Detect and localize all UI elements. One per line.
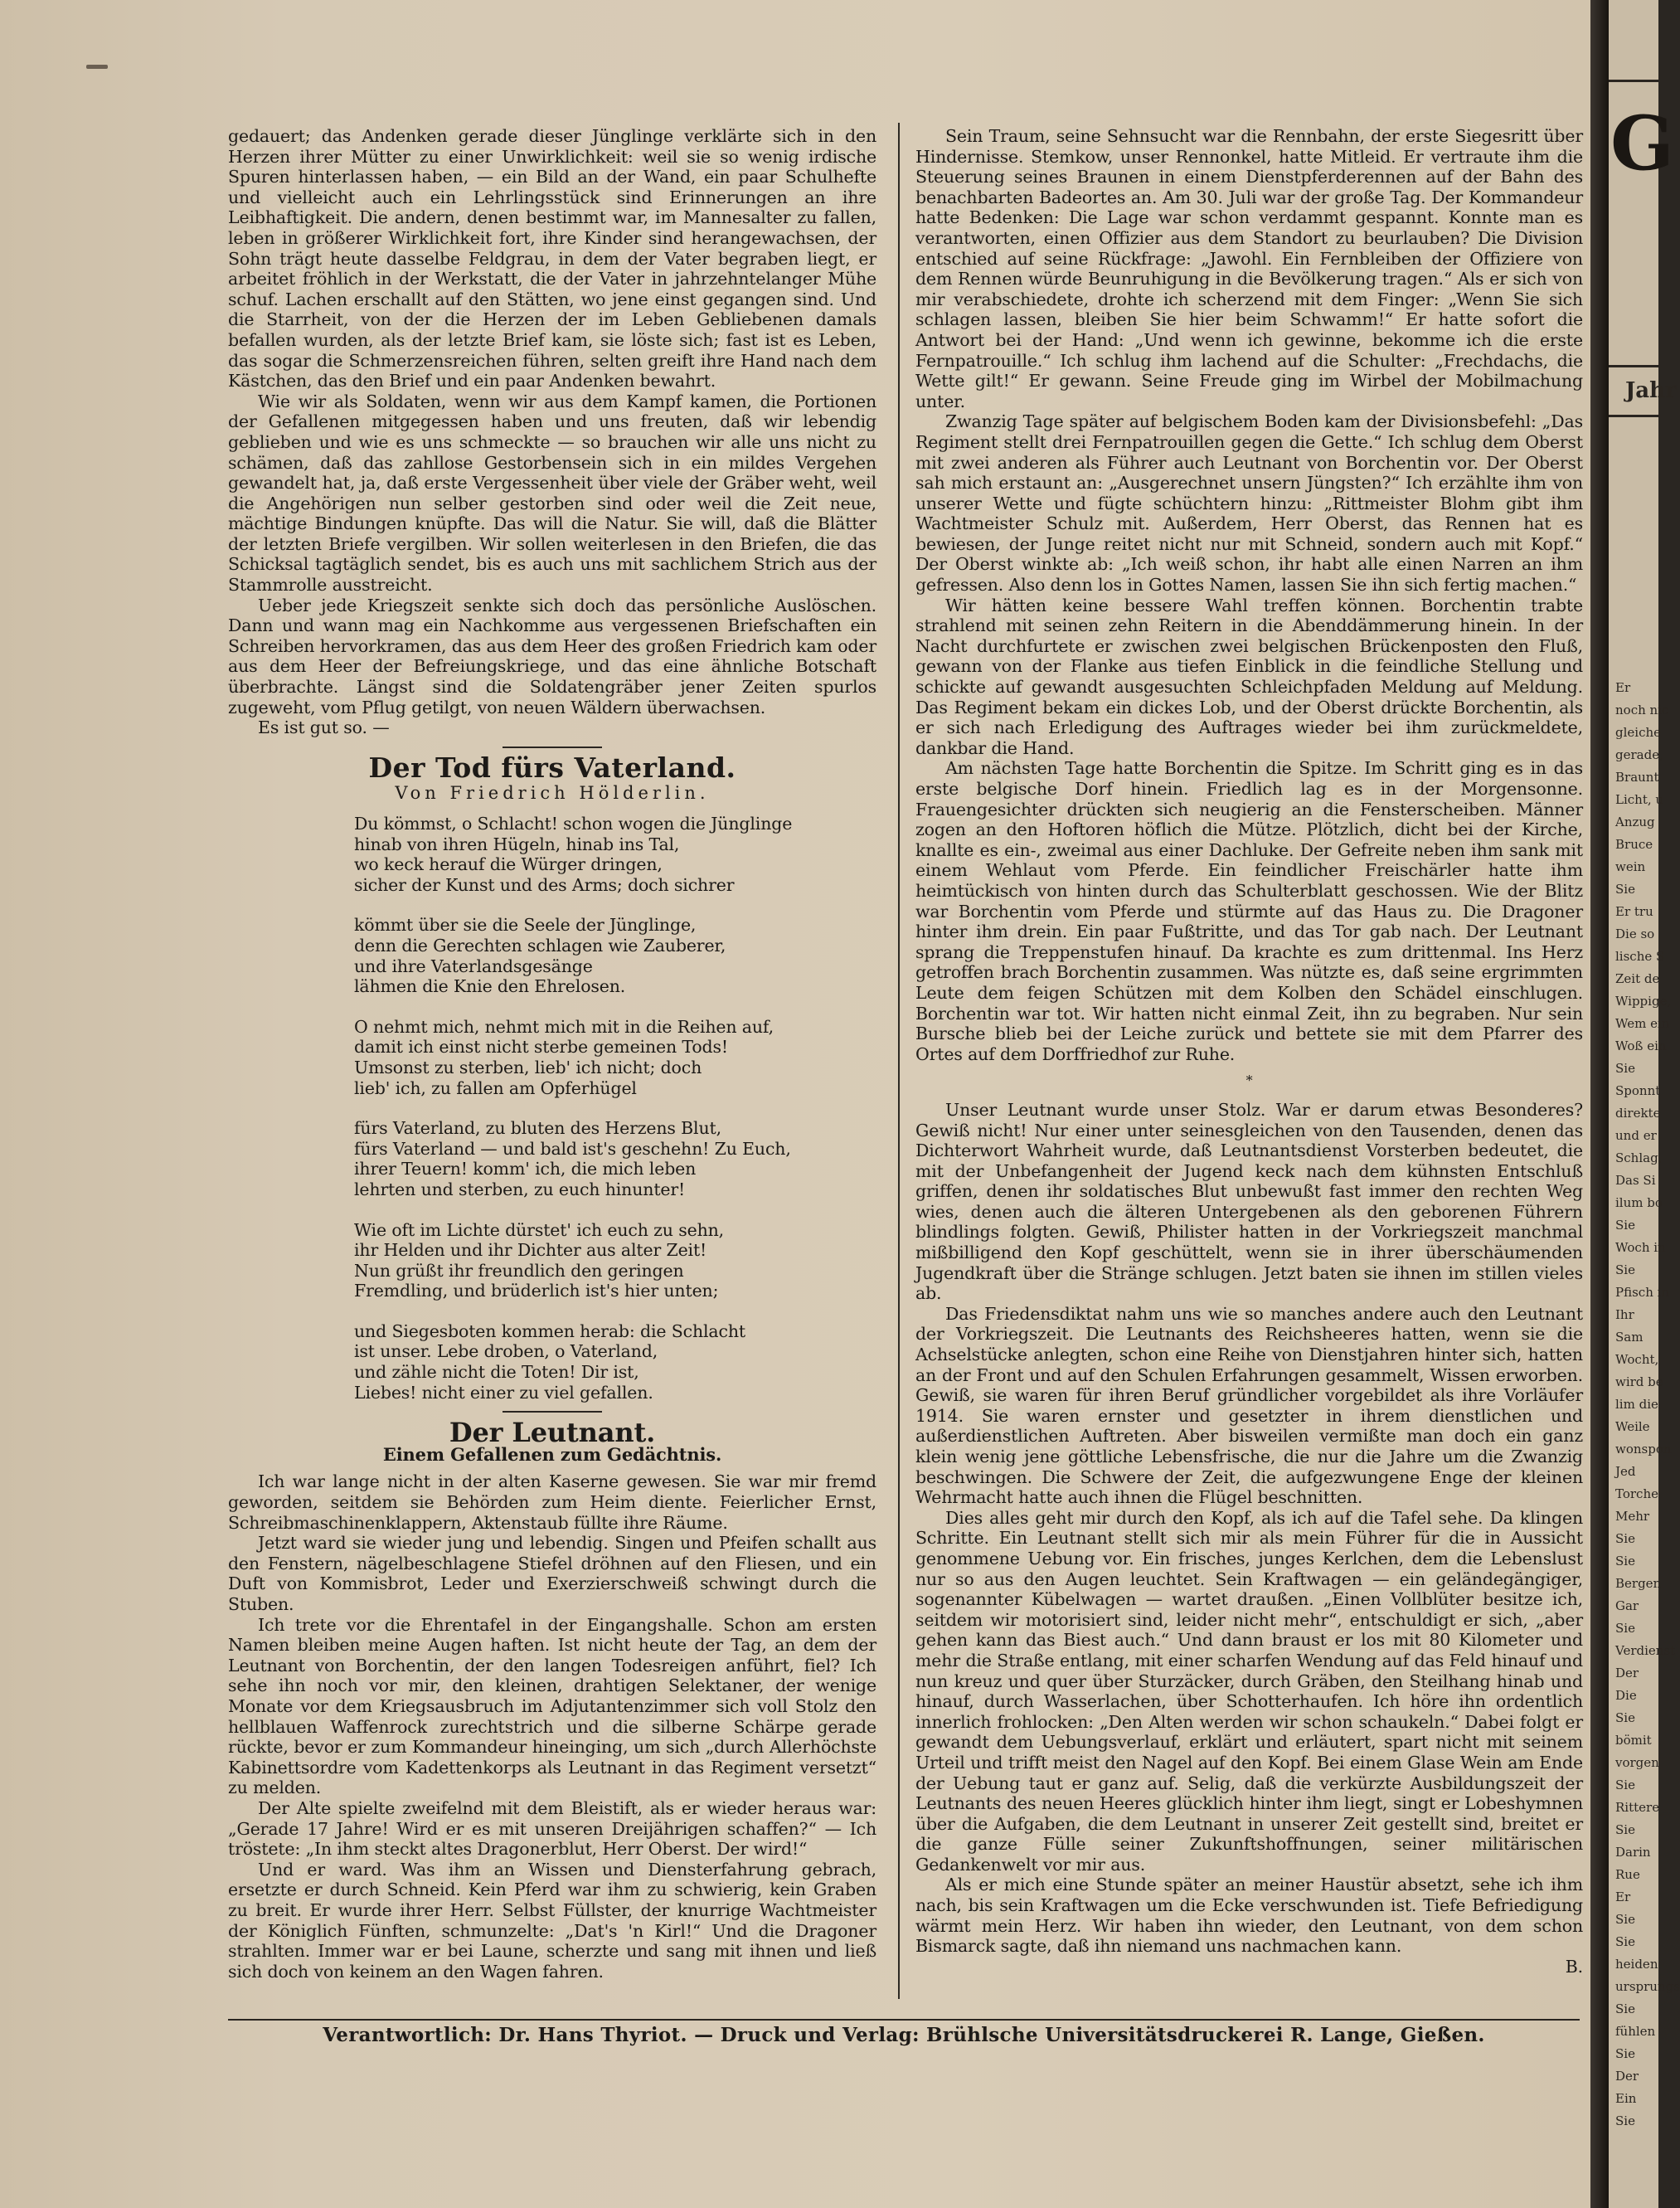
poem-line: sicher der Kunst und des Arms; doch sichrer — [354, 874, 735, 895]
article-continued-paragraph-7: Dies alles geht mir durch den Kopf, als ich auf die Tafel sehe. Da klingen Schritte. Ein Leutnant stellt sich mir als mein Führer für die in Aussicht genommene Uebung vor. Ein frisches, junges Kerlchen, dem die Lebenslust nur so aus den Augen leuchtet. Sein Kraftwagen — ein geländegängiger, sogenannter Kübelwagen — wartet draußen. „Einen Vollblüter besitze ich, seitdem wir motorisiert sind, leider nicht mehr“, entschuldigt er sich, „aber gehen kann das Biest auch.“ Und dann braust er los mit 80 Kilometer und mehr die Straße entlang, mit einer scharfen Wendung auf das Feld hinauf und nun kreuz und quer über Sturzäcker, durch Gräben, den Steilhang hinab und hinauf, durch Wasserlachen, über Schotterhaufen. Ich höre ihn ordentlich innerlich frohlocken: „Den Alten werden wir schon schaukeln.“ Dabei folgt er gewandt dem Uebungsverlauf, erklärt und erläutert, spart nicht mit seinem Urteil und trifft meist den Nagel auf den Kopf. Bei einem Glase Wein am Ende der Uebung taut er ganz auf. Selig, daß die verkürzte Ausbildungszeit der Leutnants des neuen Heeres glücklich hinter ihm liegt, singt er Lobeshymnen über die Aufgaben, die dem Leutnant in unserer Zeit gestellt sind, breitet er die ganze Fülle seiner Zukunftshoffnungen, seiner militärischen Gedankenwelt vor mir aus. — [915, 1507, 1583, 1875]
adjacent-text-fragment: Woß ein — [1615, 1038, 1667, 1053]
adjacent-text-fragment: gleiche — [1615, 725, 1662, 740]
masthead-letter: G — [1610, 100, 1674, 187]
adjacent-text-fragment: Wem ein — [1615, 1016, 1670, 1031]
poem-line: Wie oft im Lichte dürstet' ich euch zu sehn, — [354, 1219, 725, 1240]
intro-paragraph-4: Es ist gut so. — — [258, 717, 390, 738]
column-rule — [898, 123, 900, 1999]
heading-fragment: Jahr — [1625, 378, 1677, 403]
adjacent-text-fragment: Die so — [1615, 926, 1655, 941]
poem-line: hinab von ihren Hügeln, hinab ins Tal, — [354, 834, 680, 854]
adjacent-text-fragment: Torche — [1615, 1486, 1658, 1501]
adjacent-text-fragment: Sie — [1615, 1710, 1635, 1725]
adjacent-text-fragment: Ihr — [1615, 1307, 1634, 1322]
article-continued-paragraph-6: Das Friedensdiktat nahm uns wie so manches andere auch den Leutnant der Vorkriegszeit. Die Leutnants des Reichsheeres hatten, wenn sie die Achselstücke anlegten, schon eine Reihe von Dienstjahren hinter sich, hatten an der Front und auf den Schulen Erfahrungen gesammelt, Wissen erworben. Gewiß, sie waren für ihren Beruf gründlicher vorgebildet als ihre Vorläufer 1914. Sie waren ernster und gesetzter in ihrem dienstlichen und außerdienstlichen Auftreten. Aber bisweilen vermißte man doch ein ganz klein wenig jene göttliche Lebensfrische, die nur die Jahre um die Zwanzig beschwingen. Die Schwere der Zeit, die aufgezwungene Enge der kleinen Wehrmacht hatte auch ihnen die Flügel beschnitten. — [915, 1303, 1583, 1508]
poem-line: fürs Vaterland — und bald ist's geschehn! Zu Euch, — [354, 1138, 791, 1159]
adjacent-text-fragment: Licht, u — [1615, 792, 1664, 807]
adjacent-text-fragment: Sie — [1615, 1822, 1635, 1837]
adjacent-text-fragment: Braunt — [1615, 770, 1659, 785]
poem-line: ihrer Teuern! komm' ich, die mich leben — [354, 1159, 697, 1179]
poem-line: und zähle nicht die Toten! Dir ist, — [354, 1362, 639, 1383]
article-continued-paragraph-3: Wir hätten keine bessere Wahl treffen können. Borchentin trabte strahlend mit seinen zehn Reitern in die Abenddämmerung hinein. In der Nacht durchfurtete er zwischen zwei belgischen Brückenposten den Fluß, gewann von der Flanke aus tiefen Einblick in die feindliche Stellung und schickte auf gewandt ausgesuchten Schleichpfaden Meldung auf Meldung. Das Regiment bekam ein dickes Lob, und der Oberst drückte Borchentin, als er sich nach Erledigung des Auftrages wieder bei ihm zurückmeldete, dankbar die Hand. — [915, 595, 1583, 758]
author-signature: B. — [1565, 1956, 1583, 1977]
section-break-mark: * — [1245, 1072, 1253, 1089]
poem-line: Fremdling, und brüderlich ist's hier unten; — [354, 1281, 719, 1301]
adjacent-text-fragment: fühlen — [1615, 2024, 1656, 2039]
poem-line: Nun grüßt ihr freundlich den geringen — [354, 1260, 684, 1281]
adjacent-text-fragment: Sie — [1615, 1554, 1635, 1568]
poem-stanza — [354, 1118, 876, 1199]
poem-line: Liebes! nicht einer zu viel gefallen. — [354, 1382, 653, 1403]
adjacent-text-fragment: heiden — [1615, 1957, 1658, 1972]
left-column — [228, 126, 876, 1982]
adjacent-text-fragment: direkte — [1615, 1106, 1661, 1121]
article-subtitle: Einem Gefallenen zum Gedächtnis. — [382, 1443, 722, 1465]
adjacent-text-fragment: Sie — [1615, 882, 1635, 897]
poem-line: wo keck herauf die Würger dringen, — [354, 854, 663, 875]
article-paragraph-2: Jetzt ward sie wieder jung und lebendig. Singen und Pfeifen schallt aus den Fenstern, nägelbeschlagene Stiefel dröhnen auf den Fliesen, und ein Duft von Kommisbrot, Leder und Exerzierschweiß schwingt durch die Stuben. — [228, 1533, 876, 1614]
frame-line — [1609, 415, 1658, 417]
adjacent-text-fragment: Verdienst — [1615, 1643, 1676, 1658]
adjacent-text-fragment: Sam — [1615, 1330, 1644, 1345]
poem-line: O nehmt mich, nehmt mich mit in die Reihen auf, — [354, 1016, 774, 1037]
adjacent-text-fragment: lische S — [1615, 949, 1665, 964]
article-continued-paragraph-2: Zwanzig Tage später auf belgischem Boden kam der Divisionsbefehl: „Das Regiment stellt drei Fernpatrouillen gegen die Gette.“ Ich schlug dem Oberst mit zwei anderen als Führer auch Leutnant von Borchentin vor. Der Oberst sah mich erstaunt an: „Ausgerechnet unsern Jüngsten?“ Ich erzählte ihm von unserer Wette und fügte schüchtern hinzu: „Rittmeister Blohm gibt ihm Wachtmeister Schulz mit. Außerdem, Herr Oberst, das Rennen hat es bewiesen, der Junge reitet nicht nur mit Schneid, sondern auch mit Kopf.“ Der Oberst winkte ab: „Ich weiß schon, ihr habt alle einen Narren an ihm gefressen. Also denn los in Gottes Namen, lassen Sie ihn sich fertig machen.“ — [915, 411, 1583, 596]
adjacent-text-fragment: wird be — [1615, 1374, 1663, 1389]
section-divider — [503, 747, 602, 748]
adjacent-text-fragment: ursprungs — [1615, 1979, 1680, 1994]
adjacent-text-fragment: Gar — [1615, 1598, 1639, 1613]
adjacent-text-fragment: Darin — [1615, 1845, 1651, 1860]
poem-line: lähmen die Knie den Ehrelosen. — [354, 976, 626, 997]
adjacent-text-fragment: Sie — [1615, 2001, 1635, 2016]
adjacent-text-fragment: vorgen — [1615, 1755, 1659, 1770]
adjacent-text-fragment: Sie — [1615, 2113, 1635, 2128]
imprint-footer: Verantwortlich: Dr. Hans Thyriot. — Druck und Verlag: Brühlsche Universitätsdruckerei R. Lange, Gießen. — [323, 2024, 1485, 2046]
binding-gutter — [1590, 0, 1609, 2208]
adjacent-text-fragment: Bruce — [1615, 837, 1653, 852]
adjacent-text-fragment: Der — [1615, 1666, 1639, 1680]
article-continued-paragraph-8: Als er mich eine Stunde später an meiner Haustür absetzt, sehe ich ihm nach, bis sein Kraftwagen um die Ecke verschwunden ist. Tiefe Befriedigung wärmt mein Herz. Wir haben ihn wieder, den Leutnant, von dem schon Bismarck sagte, daß ihn niemand uns nachmachen kann. — [915, 1875, 1583, 1957]
adjacent-text-fragment: Sie — [1615, 1061, 1635, 1076]
poem-line: kömmt über sie die Seele der Jünglinge, — [354, 915, 697, 936]
poem-line: lehrten und sterben, zu euch hinunter! — [354, 1179, 686, 1199]
poem-stanza — [354, 915, 876, 996]
poem-line: denn die Gerechten schlagen wie Zauberer, — [354, 935, 726, 956]
adjacent-text-fragment: noch nic — [1615, 703, 1669, 717]
adjacent-text-fragment: Sie — [1615, 1621, 1635, 1636]
adjacent-text-fragment: Rittere — [1615, 1800, 1660, 1815]
adjacent-text-fragment: Sie — [1615, 1934, 1635, 1949]
intro-paragraph-1: gedauert; das Andenken gerade dieser Jünglinge verklärte sich in den Herzen ihrer Mütter zu einer Unwirklichkeit: weil sie so wenig irdische Spuren hinterlassen haben, — ein Bild an der Wand, ein paar Schulhefte und vielleicht auch ein Lehrlingsstück sind Erinnerungen an ihre Leibhaftigkeit. Die andern, denen bestimmt war, im Mannesalter zu fallen, leben in größerer Wirklichkeit fort, ihre Kinder sind herangewachsen, der Sohn trägt heute dasselbe Feldgrau, in dem der Vater begraben liegt, er arbeitet fröhlich in der Werkstatt, die der Vater in jahrzehntelanger Mühe schuf. Lachen erschallt auf den Stätten, wo jene einst gegangen sind. Und die Starrheit, von der die Herzen der im Leben Gebliebenen damals befallen wurden, als der letzte Brief kam, sie löste sich; fast ist es Leben, das sogar die Schmerzensreichen führen, selten greift ihre Hand nach dem Kästchen, das den Brief und ein paar Andenken bewahrt. — [228, 126, 876, 392]
adjacent-text-fragment: Woch in — [1615, 1240, 1666, 1255]
adjacent-text-fragment: Sie — [1615, 1262, 1635, 1277]
adjacent-text-fragment: gerade, — [1615, 747, 1663, 762]
poem-line: Umsonst zu sterben, lieb' ich nicht; doch — [354, 1057, 702, 1077]
adjacent-text-fragment: ilum bo — [1615, 1195, 1663, 1210]
poem-line: und ihre Vaterlandsgesänge — [354, 956, 593, 976]
adjacent-text-fragment: Sie — [1615, 1218, 1635, 1233]
adjacent-text-fragment: Sie — [1615, 1912, 1635, 1927]
adjacent-text-fragment: Er — [1615, 1889, 1631, 1904]
adjacent-page-edge — [1609, 0, 1680, 2208]
adjacent-text-fragment: Der — [1615, 2069, 1639, 2084]
adjacent-text-fragment: Mehr — [1615, 1509, 1650, 1524]
adjacent-text-fragment: Zeit de — [1615, 971, 1660, 986]
adjacent-text-fragment: Weile — [1615, 1419, 1650, 1434]
adjacent-text-fragment: wein — [1615, 859, 1646, 874]
article-continued-paragraph-4: Am nächsten Tage hatte Borchentin die Spitze. Im Schritt ging es in das erste belgische Dorf hinein. Friedlich lag es in der Morgensonne. Frauengesichter drückten sich neugierig an die Fensterscheiben. Männer zogen an den Hoftoren höflich die Mütze. Plötzlich, dicht bei der Kirche, knallte es ein-, zweimal aus einer Dachluke. Der Gefreite neben ihm sank mit einem Wehlaut vom Pferde. Ein feindlicher Freischärler hatte ihm heimtückisch von hinten durch das Schulterblatt geschossen. Wie der Blitz war Borchentin vom Pferde und stürmte auf das Haus zu. Die Dragoner hinter ihm drein. Ein paar Fußtritte, und das Tor gab nach. Der Leutnant sprang die Treppenstufen hinauf. Da krachte es zum drittenmal. Ins Herz getroffen brach Borchentin zusammen. Was nützte es, daß seine ergrimmten Leute dem feigen Schützen mit dem Kolben den Schädel einschlugen. Borchentin war tot. Wir hatten nicht einmal Zeit, ihn zu begraben. Nur sein Bursche blieb bei der Leiche zurück und bettete sie mit dem Pfarrer des Ortes auf dem Dorffriedhof zur Ruhe. — [915, 758, 1583, 1064]
article-continued-paragraph-5: Unser Leutnant wurde unser Stolz. War er darum etwas Besonderes? Gewiß nicht! Nur einer unter seinesgleichen von den Tausenden, denen das Dichterwort Wahrheit wurde, daß Leutnantsdienst Vorsterben bedeutet, die mit der Unbefangenheit der Jugend keck nach dem kühnsten Entschluß griffen, denen ihr soldatisches Blut unbewußt fast immer den rechten Weg wies, denen auch die älteren Untergebenen als den geborenen Führern blindlings folgten. Gewiß, Philister hatten in der Vorkriegszeit manchmal mißbilligend den Kopf geschüttelt, wenn sie in ihrer überschäumenden Jugendkraft über die Stränge schlugen. Jetzt baten sie ihnen im stillen vieles ab. — [915, 1099, 1583, 1304]
adjacent-text-fragment: Rue — [1615, 1867, 1640, 1882]
poem-stanza — [354, 1321, 876, 1403]
poem-line: ihr Helden und ihr Dichter aus alter Zeit! — [354, 1240, 707, 1261]
article-paragraph-3: Ich trete vor die Ehrentafel in der Eingangshalle. Schon am ersten Namen bleiben meine Augen haften. Ist nicht heute der Tag, an dem der Leutnant von Borchentin, der den langen Todesreigen anführt, fiel? Ich sehe ihn noch vor mir, den kleinen, drahtigen Selektaner, der wenige Monate vor dem Kriegsausbruch im Adjutantenzimmer sich voll Stolz den hellblauen Waffenrock zurechtstrich und die silberne Schärpe gerade rückte, bevor er zum Kommandeur hineinging, um sich „durch Allerhöchste Kabinettsordre vom Kadettenkorps als Leutnant in das Regiment versetzt“ zu melden. — [228, 1614, 876, 1798]
poem-line: fürs Vaterland, zu bluten des Herzens Blut, — [354, 1118, 721, 1139]
adjacent-text-fragment: wonspon — [1615, 1442, 1672, 1457]
adjacent-text-fragment: Anzug — [1615, 815, 1655, 829]
poem-body — [354, 814, 876, 1403]
adjacent-text-fragment: Er — [1615, 680, 1631, 695]
article-title: Der Leutnant. — [449, 1417, 656, 1449]
adjacent-text-fragment: Schlag, — [1615, 1150, 1663, 1165]
adjacent-text-fragment: Sie — [1615, 2046, 1635, 2061]
section-divider — [503, 1411, 602, 1413]
intro-paragraph-3: Ueber jede Kriegszeit senkte sich doch das persönliche Auslöschen. Dann und wann mag ein Nachkomme aus vergessenen Briefschaften ein Schreiben hervorkramen, das aus dem Heer des großen Friedrich kam oder aus dem Heer der Befreiungskriege, und das eine ähnliche Botschaft überbrachte. Längst sind die Soldatengräber jener Zeiten spurlos zugeweht, vom Pflug getilgt, von neuen Wäldern überwachsen. — [228, 595, 876, 717]
poem-line: Du kömmst, o Schlacht! schon wogen die Jünglinge — [354, 814, 793, 834]
poem-line: und Siegesboten kommen herab: die Schlacht — [354, 1320, 745, 1341]
poem-author: Von Friedrich Hölderlin. — [395, 783, 710, 804]
poem-title: Der Tod fürs Vaterland. — [368, 751, 736, 784]
poem-line: ist unser. Lebe droben, o Vaterland, — [354, 1341, 658, 1362]
adjacent-text-fragment: Wocht, — [1615, 1352, 1659, 1367]
adjacent-text-fragment: Das Si — [1615, 1173, 1656, 1188]
poem-stanza — [354, 814, 876, 895]
article-paragraph-5: Und er ward. Was ihm an Wissen und Diensterfahrung gebrach, ersetzte er durch Schneid. Kein Pferd war ihm zu schwierig, kein Graben zu breit. Er wurde ihrer Herr. Selbst Füllster, der knurrige Wachtmeister der Königlich Fünften, schmunzelte: „Dat's 'n Kirl!“ Und die Dragoner strahlten. Immer war er bei Laune, scherzte und sang mit ihnen und ließ sich doch von keinem an den Wagen fahren. — [228, 1859, 876, 1982]
adjacent-text-fragment: Ein — [1615, 2091, 1637, 2106]
poem-stanza — [354, 1220, 876, 1301]
article-continued-paragraph-1: Sein Traum, seine Sehnsucht war die Rennbahn, der erste Siegesritt über Hindernisse. Stemkow, unser Rennonkel, hatte Mitleid. Er vertraute ihm die Steuerung seines Braunen in einem Dienstpferderennen auf der Bahn des benachbarten Badeortes an. Am 30. Juli war der große Tag. Der Kommandeur hatte Bedenken: Die Lage war schon verdammt gespannt. Konnte man es verantworten, einen Offizier aus dem Standort zu beurlauben? Die Division entschied auf seine Rückfrage: „Jawohl. Ein Fernbleiben der Offiziere von dem Rennen würde Beunruhigung in die Bevölkerung tragen.“ Als er sich von mir verabschiedete, drohte ich scherzend mit dem Finger: „Wenn Sie sich schlagen lassen, bleiben Sie hier beim Schwamm!“ Er hatte sofort die Antwort bei der Hand: „Und wenn ich gewinne, bekomme ich die erste Fernpatrouille.“ Ich schlug ihm lachend auf die Schulter: „Frechdachs, die Wette gilt!“ Er gewann. Seine Freude ging im Wirbel der Mobilmachung unter. — [915, 126, 1583, 411]
article-paragraph-1: Ich war lange nicht in der alten Kaserne gewesen. Sie war mir fremd geworden, seitdem sie Behörden zum Heim diente. Feierlicher Ernst, Schreibmaschinenklappern, Aktenstaub füllte ihre Räume. — [228, 1471, 876, 1533]
ink-smudge — [86, 65, 108, 69]
adjacent-text-fragment: Wippige, — [1615, 994, 1672, 1009]
adjacent-text-fragment: bömit — [1615, 1733, 1652, 1748]
adjacent-text-fragment: Sponnt — [1615, 1083, 1661, 1098]
poem-line: damit ich einst nicht sterbe gemeinen Tods! — [354, 1037, 728, 1058]
frame-line — [1609, 80, 1658, 82]
adjacent-text-fragment: lim die — [1615, 1397, 1658, 1412]
right-column — [915, 126, 1583, 1977]
intro-paragraph-2: Wie wir als Soldaten, wenn wir aus dem Kampf kamen, die Portionen der Gefallenen mitgegessen haben und uns freuten, daß wir lebendig geblieben und wie es uns schmeckte — so brauchen wir alle uns nicht zu schämen, daß das zahllose Gestorbensein sich in ein mildes Vergehen gewandelt hat, ja, daß erste Vergessenheit über viele der Gräber weht, weil die Angehörigen nun selber gestorben sind oder weil die Zeit neue, mächtige Bindungen knüpfte. Das will die Natur. Sie will, daß die Blätter der letzten Briefe vergilben. Wir sollen weiterlesen in den Briefen, die das Schicksal tagtäglich sendet, bis es auch uns mit sachlichem Strich aus der Stammrolle ausstreicht. — [228, 391, 876, 596]
adjacent-text-fragment: und er — [1615, 1128, 1657, 1143]
adjacent-text-fragment: Sie — [1615, 1531, 1635, 1546]
adjacent-text-fragment: Jed — [1615, 1464, 1636, 1479]
adjacent-text-fragment: Pfisch in — [1615, 1285, 1670, 1300]
frame-line — [1609, 365, 1658, 367]
article-paragraph-4: Der Alte spielte zweifelnd mit dem Bleistift, als er wieder heraus war: „Gerade 17 Jahre! Wird er es mit unseren Dreijährigen schaffen?“ — Ich tröstete: „In ihm steckt altes Dragonerblut, Herr Oberst. Der wird!“ — [228, 1797, 876, 1860]
adjacent-text-fragment: Die — [1615, 1688, 1637, 1703]
poem-line: lieb' ich, zu fallen am Opferhügel — [354, 1077, 637, 1098]
footer-rule — [228, 2019, 1580, 2021]
adjacent-text-fragment: Bergen — [1615, 1576, 1662, 1591]
poem-stanza — [354, 1017, 876, 1098]
adjacent-text-fragment: Er tru — [1615, 904, 1653, 919]
adjacent-text-fragment: Sie — [1615, 1778, 1635, 1792]
